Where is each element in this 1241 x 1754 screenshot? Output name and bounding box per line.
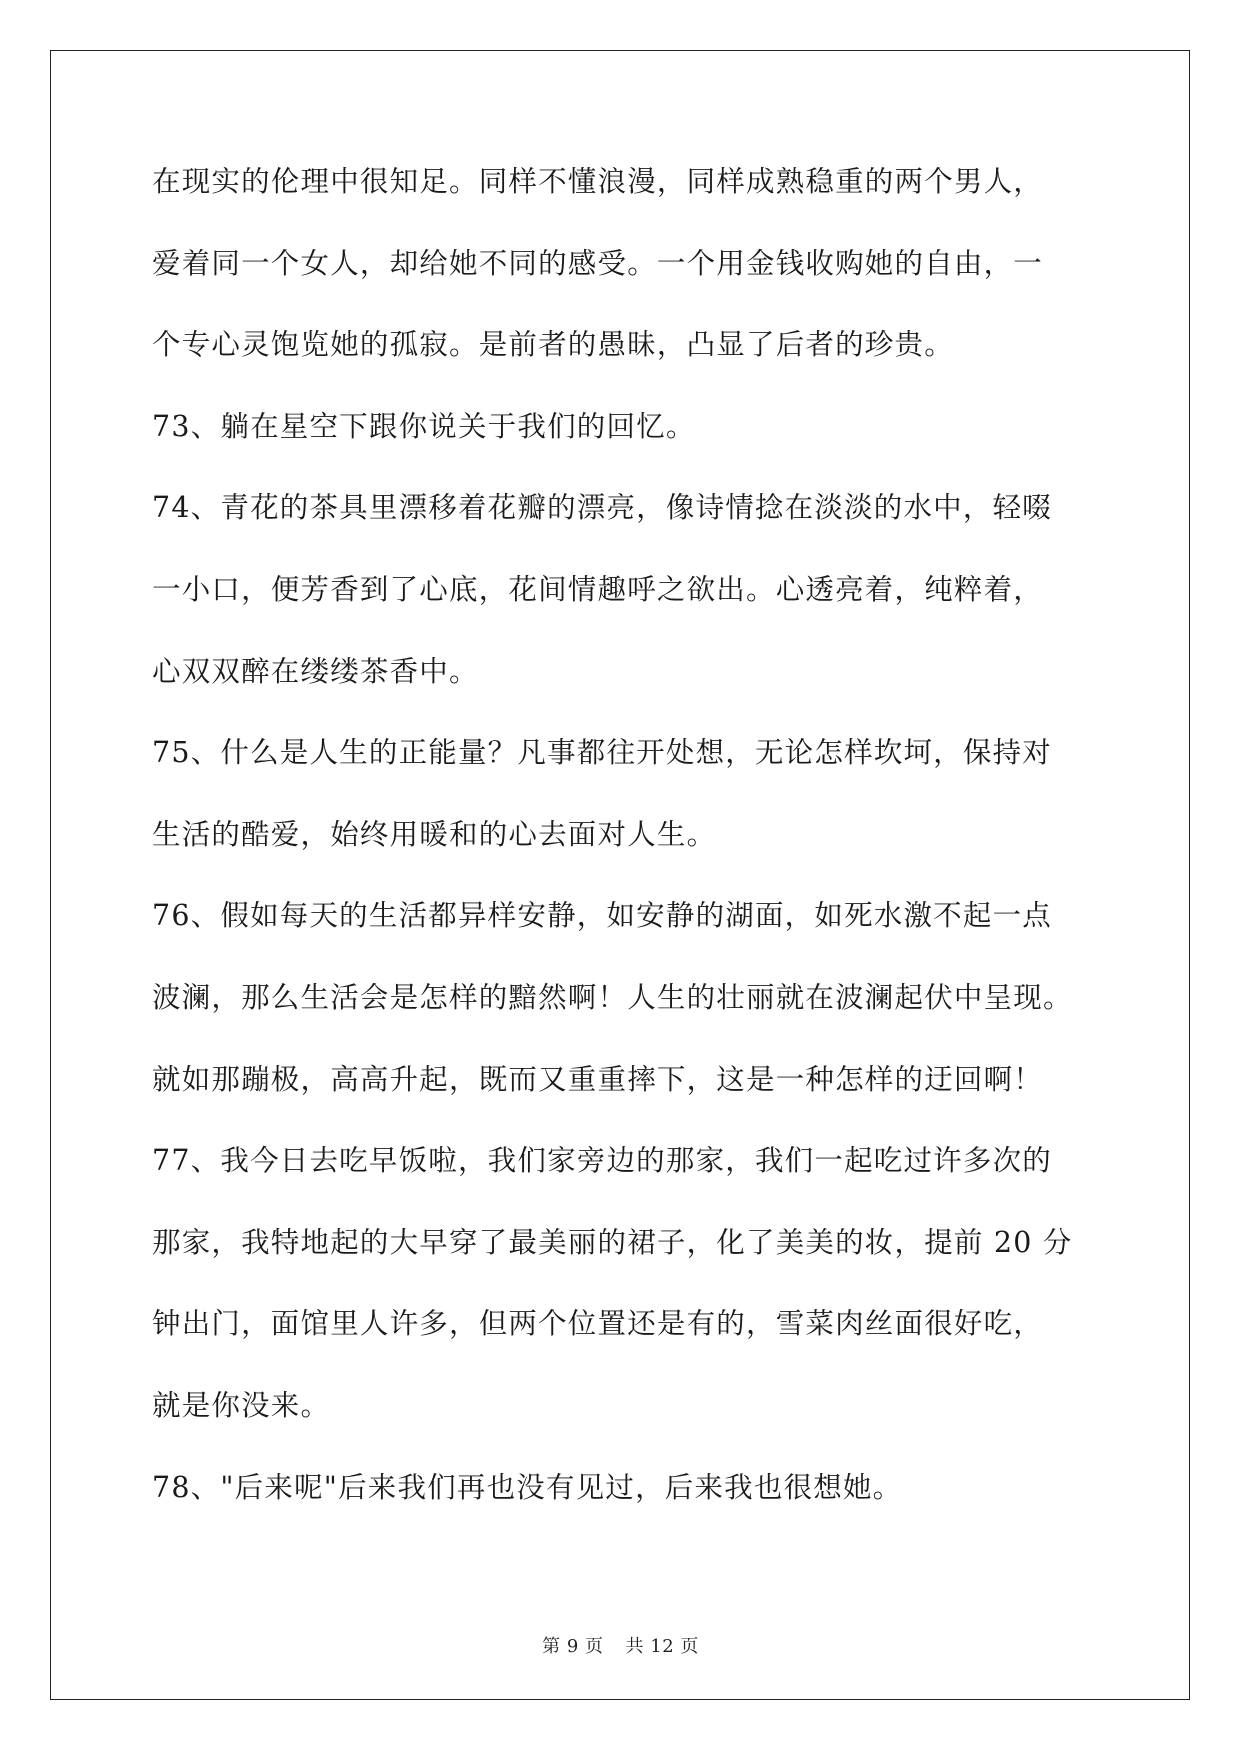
text-line: 77、我今日去吃早饭啦，我们家旁边的那家，我们一起吃过许多次的	[152, 1144, 1052, 1178]
text-line: 个专心灵饱览她的孤寂。是前者的愚昧，凸显了后者的珍贵。	[152, 328, 954, 362]
text-line: 波澜，那么生活会是怎样的黯然啊！人生的壮丽就在波澜起伏中呈现。	[152, 980, 1073, 1014]
text-line: 爱着同一个女人，却给她不同的感受。一个用金钱收购她的自由，一	[152, 246, 1044, 280]
text-line: 74、青花的茶具里漂移着花瓣的漂亮，像诗情捻在淡淡的水中，轻啜	[152, 491, 1052, 525]
page-number: 第 9 页	[542, 1636, 604, 1657]
text-line: 就如那蹦极，高高升起，既而又重重摔下，这是一种怎样的迂回啊！	[152, 1062, 1044, 1096]
page-total: 共 12 页	[625, 1636, 699, 1657]
body-text	[152, 160, 1142, 1547]
text-line: 心双双醉在缕缕茶香中。	[152, 654, 479, 688]
text-line: 75、什么是人生的正能量？凡事都往开处想，无论怎样坎坷，保持对	[152, 736, 1052, 770]
text-line: 在现实的伦理中很知足。同样不懂浪漫，同样成熟稳重的两个男人，	[152, 165, 1044, 198]
text-line: 78、"后来呢"后来我们再也没有见过，后来我也很想她。	[152, 1470, 903, 1504]
text-line: 就是你没来。	[152, 1388, 331, 1422]
text-line: 那家，我特地起的大早穿了最美丽的裙子，化了美美的妆，提前 20 分	[152, 1225, 1073, 1259]
text-line: 73、躺在星空下跟你说关于我们的回忆。	[152, 409, 696, 443]
text-line: 76、假如每天的生活都异样安静，如安静的湖面，如死水激不起一点	[152, 899, 1052, 933]
text-line: 钟出门，面馆里人许多，但两个位置还是有的，雪菜肉丝面很好吃，	[152, 1307, 1044, 1341]
text-line: 一小口，便芳香到了心底，花间情趣呼之欲出。心透亮着，纯粹着，	[152, 572, 1044, 606]
page-footer	[0, 1632, 1241, 1658]
text-line: 生活的酷爱，始终用暖和的心去面对人生。	[152, 817, 717, 851]
